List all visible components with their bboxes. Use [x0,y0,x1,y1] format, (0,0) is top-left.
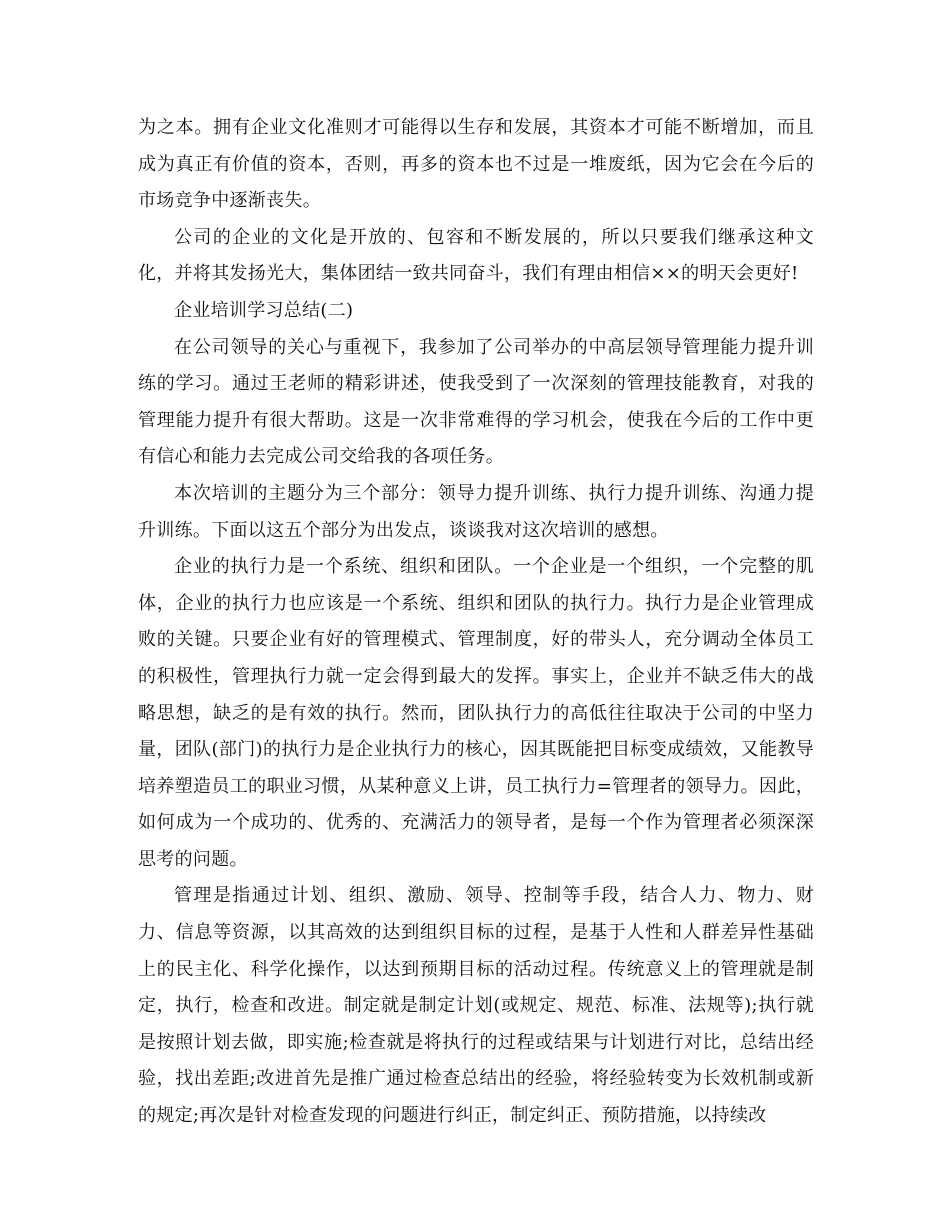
paragraph-execution: 企业的执行力是一个系统、组织和团队。一个企业是一个组织，一个完整的肌体，企业的执行力也应该是一个系统、组织和团队的执行力。执行力是企业管理成败的关键。只要企业有好的管理模式、管理制度，好的带头人，充分调动全体员工的积极性，管理执行力就一定会得到最大的发挥。事实上，企业并不缺乏伟大的战略思想，缺乏的是有效的执行。然而，团队执行力的高低往往取决于公司的中坚力量，团队(部门)的执行力是企业执行力的核心，因其既能把目标变成绩效，又能教导培养塑造员工的职业习惯，从某种意义上讲，员工执行力=管理者的领导力。因此，如何成为一个成功的、优秀的、充满活力的领导者，是每一个作为管理者必须深深思考的问题。 [138,556,814,870]
paragraph-continuation: 为之本。拥有企业文化准则才可能得以生存和发展，其资本才可能不断增加，而且成为真正有价值的资本，否则，再多的资本也不过是一堆废纸，因为它会在今后的市场竞争中逐渐丧失。 [138,117,814,212]
paragraph-management: 管理是指通过计划、组织、激励、领导、控制等手段，结合人力、物力、财力、信息等资源，以其高效的达到组织目标的过程，是基于人性和人群差异性基础上的民主化、科学化操作，以达到预期目标的活动过程。传统意义上的管理就是制定，执行，检查和改进。制定就是制定计划(或规定、规范、标准、法规等);执行就是按照计划去做，即实施;检查就是将执行的过程或结果与计划进行对比，总结出经验，找出差距;改进首先是推广通过检查总结出的经验，将经验转变为长效机制或新的规定;再次是针对检查发现的问题进行纠正，制定纠正、预防措施，以持续改 [138,885,814,1127]
document-body [138,110,814,1135]
section-heading: 企业培训学习总结(二) [174,299,354,321]
paragraph-culture: 公司的企业的文化是开放的、包容和不断发展的，所以只要我们继承这种文化，并将其发扬光大，集体团结一致共同奋斗，我们有理由相信××的明天会更好! [138,226,814,285]
paragraph-intro: 在公司领导的关心与重视下，我参加了公司举办的中高层领导管理能力提升训练的学习。通过王老师的精彩讲述，使我受到了一次深刻的管理技能教育，对我的管理能力提升有很大帮助。这是一次非常难得的学习机会，使我在今后的工作中更有信心和能力去完成公司交给我的各项任务。 [138,336,814,468]
paragraph-topics: 本次培训的主题分为三个部分：领导力提升训练、执行力提升训练、沟通力提升训练。下面以这五个部分为出发点，谈谈我对这次培训的感想。 [138,482,814,541]
